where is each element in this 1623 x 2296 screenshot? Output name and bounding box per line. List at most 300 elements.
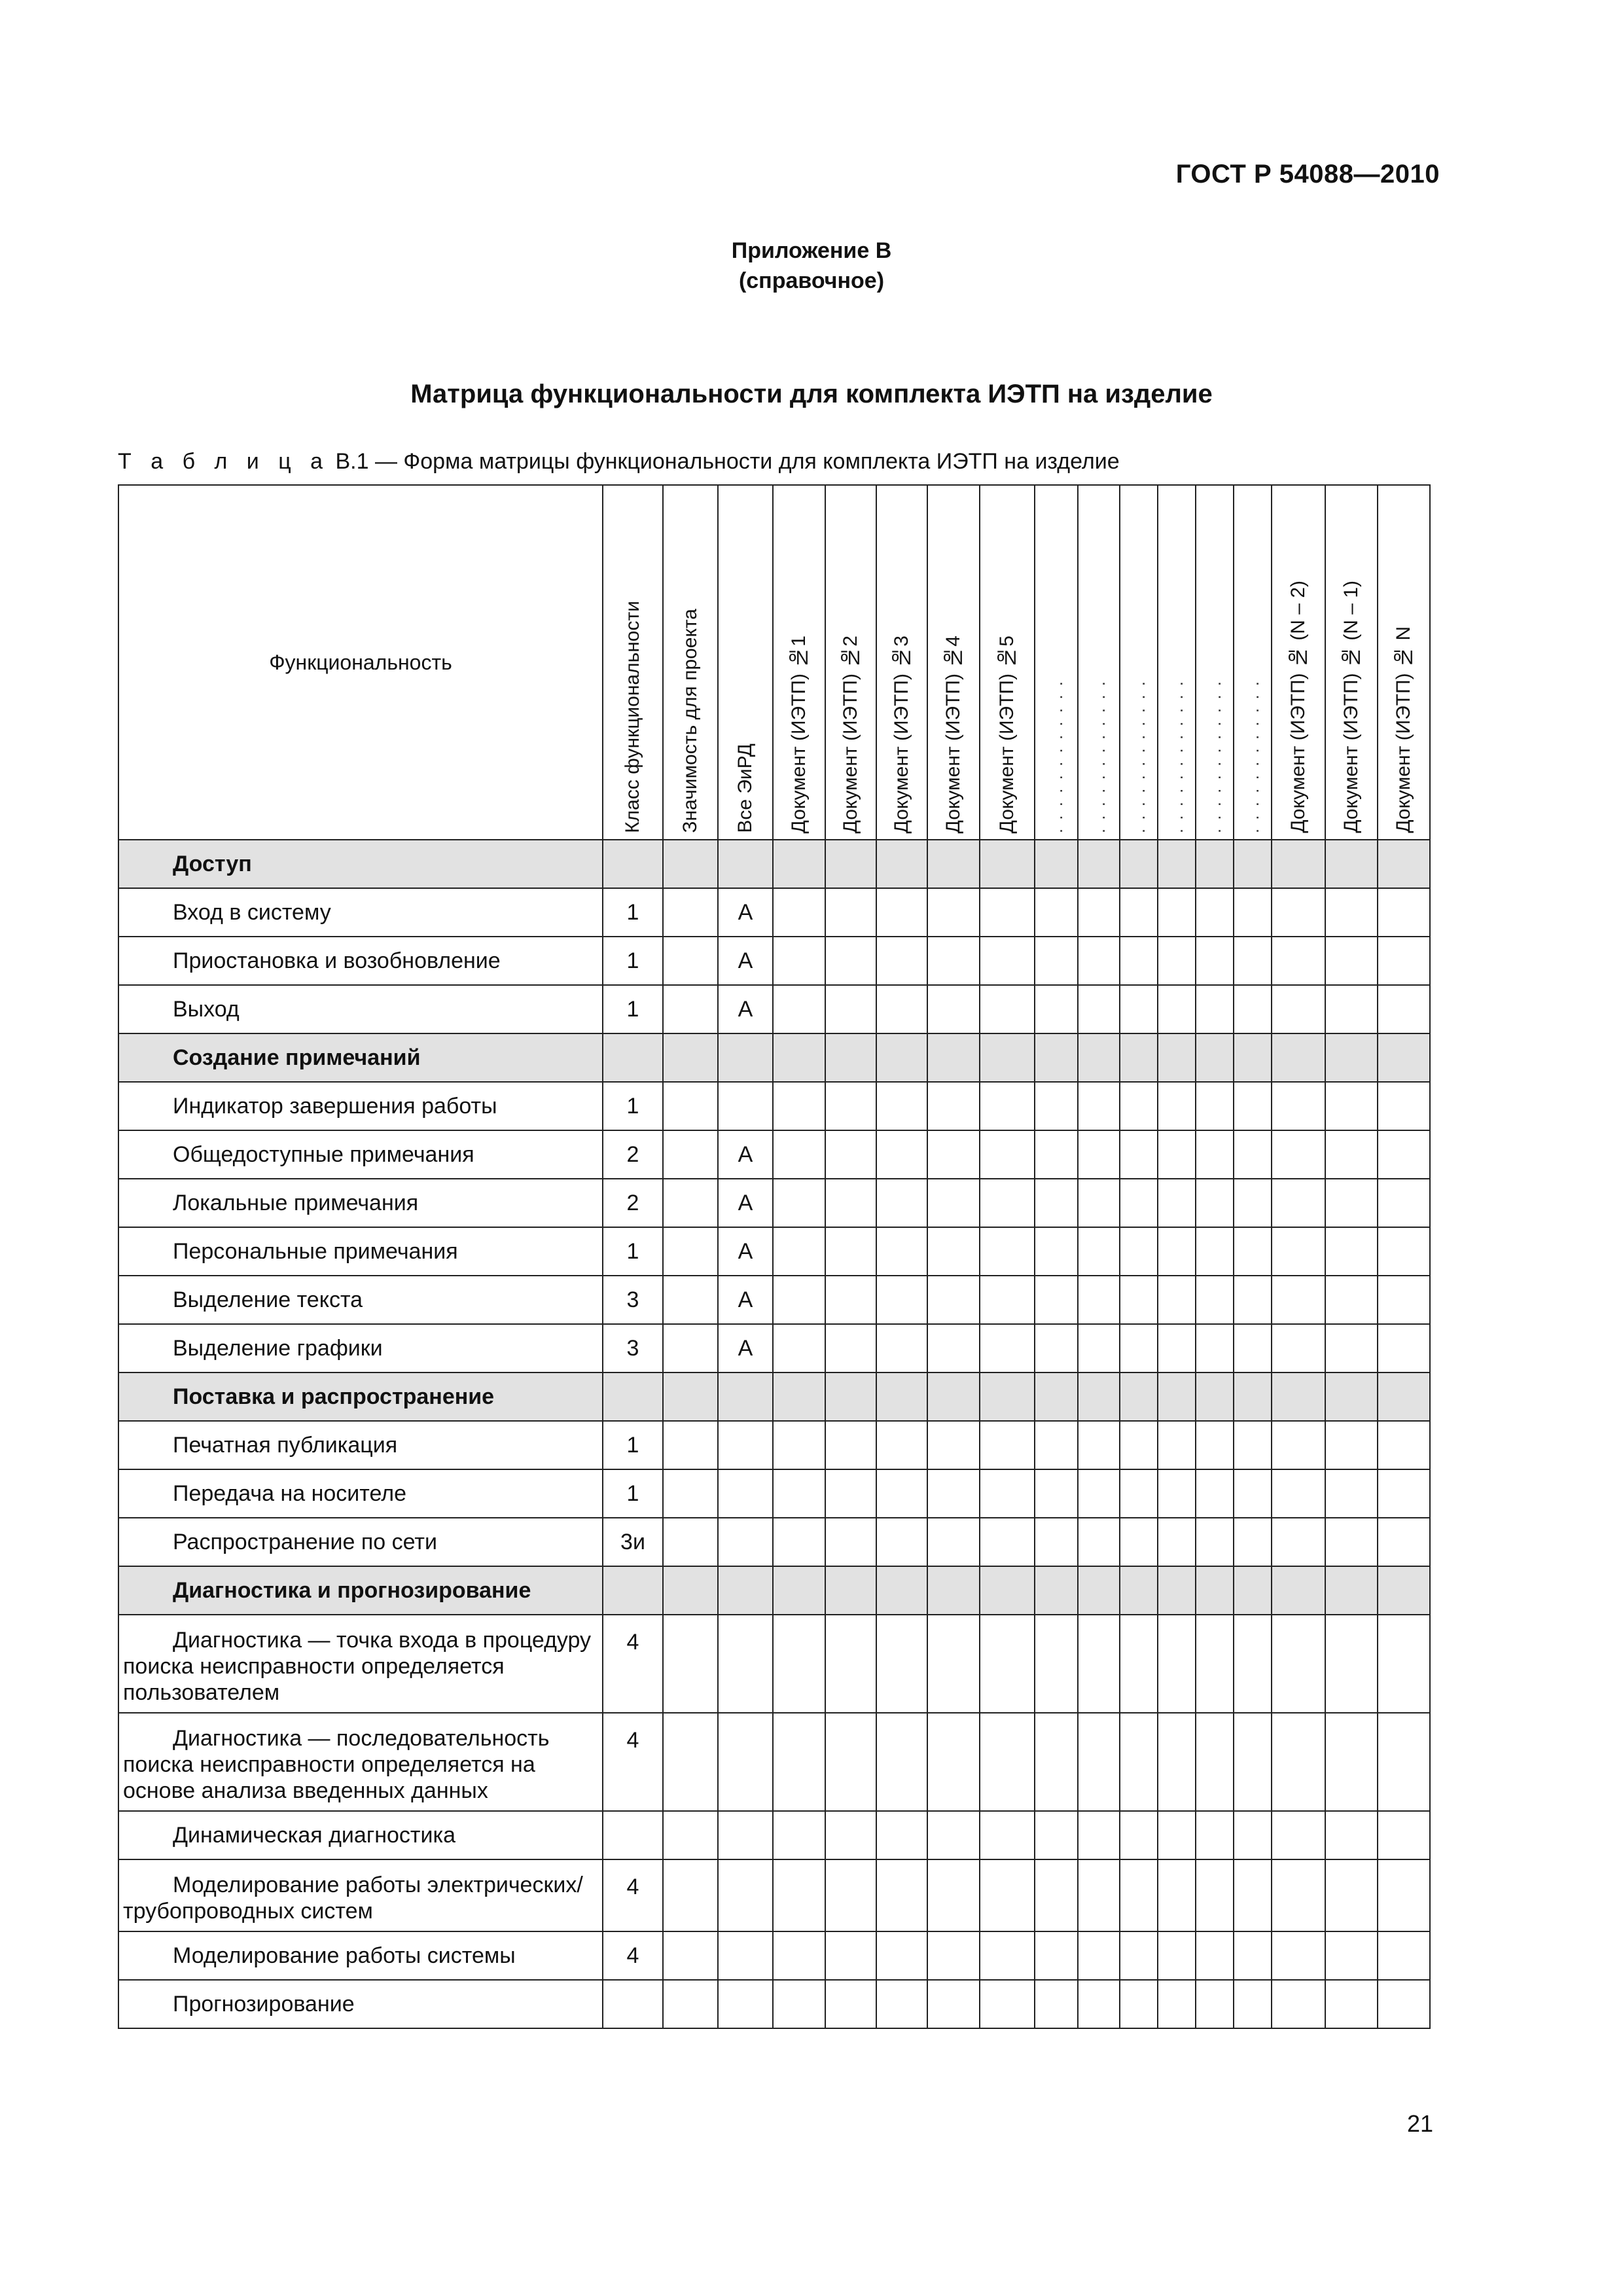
document-cell <box>1272 1713 1325 1811</box>
table-caption <box>118 449 1120 475</box>
class-cell <box>603 1811 663 1859</box>
document-cell <box>1196 1859 1234 1931</box>
header-doc5-label: Документ (ИЭТП) №5 <box>996 635 1018 833</box>
section-cell <box>1234 1372 1272 1421</box>
section-cell <box>1234 1033 1272 1082</box>
document-cell <box>1325 1469 1378 1518</box>
document-cell <box>1120 1811 1158 1859</box>
significance-cell <box>663 1931 718 1980</box>
header-doc-n1-label: Документ (ИЭТП) № (N – 1) <box>1340 581 1362 833</box>
document-cell <box>1378 1179 1430 1227</box>
section-cell <box>1078 1372 1120 1421</box>
document-cell <box>927 1227 980 1276</box>
functionality-label: Диагностика — последовательность поиска неисправности определяется на основе анализа введенных данных <box>118 1713 603 1811</box>
header-dots-3-label: . . . . . . . . . . . . <box>1128 679 1149 833</box>
document-cell <box>1158 1518 1196 1566</box>
document-cell <box>1196 1421 1234 1469</box>
document-cell <box>1035 888 1078 937</box>
header-doc3 <box>876 485 927 840</box>
document-cell <box>1325 1859 1378 1931</box>
all-eird-cell <box>718 1469 773 1518</box>
document-cell <box>876 1179 927 1227</box>
functionality-label: Динамическая диагностика <box>118 1811 603 1859</box>
section-cell <box>1158 840 1196 888</box>
document-cell <box>1120 1324 1158 1372</box>
document-cell <box>927 937 980 985</box>
section-cell <box>927 1033 980 1082</box>
document-cell <box>927 1615 980 1713</box>
document-cell <box>1078 1421 1120 1469</box>
document-cell <box>876 1276 927 1324</box>
document-cell <box>773 1082 825 1130</box>
section-cell <box>876 1566 927 1615</box>
functionality-label: Моделирование работы электрических/трубопроводных систем <box>118 1859 603 1931</box>
document-cell <box>1196 1227 1234 1276</box>
header-functionality: Функциональность <box>118 485 603 840</box>
document-cell <box>1035 1518 1078 1566</box>
header-class-label: Класс функциональности <box>622 601 643 833</box>
document-cell <box>1378 1082 1430 1130</box>
appendix-note: (справочное) <box>738 268 885 293</box>
class-cell: 1 <box>603 937 663 985</box>
document-cell <box>927 1518 980 1566</box>
section-cell <box>603 1372 663 1421</box>
header-doc1 <box>773 485 825 840</box>
functionality-label: Диагностика — точка входа в процедуру поиска неисправности определяется пользователем <box>118 1615 603 1713</box>
document-cell <box>1158 1276 1196 1324</box>
document-cell <box>1234 1518 1272 1566</box>
document-cell <box>1035 1615 1078 1713</box>
document-cell <box>1120 1421 1158 1469</box>
class-cell: 2 <box>603 1130 663 1179</box>
significance-cell <box>663 1276 718 1324</box>
document-cell <box>1378 1324 1430 1372</box>
document-cell <box>773 888 825 937</box>
document-cell <box>773 1811 825 1859</box>
document-cell <box>1196 1713 1234 1811</box>
document-cell <box>876 1811 927 1859</box>
document-cell <box>1035 1931 1078 1980</box>
document-cell <box>1325 1324 1378 1372</box>
document-cell <box>1158 1931 1196 1980</box>
functionality-label: Моделирование работы системы <box>118 1931 603 1980</box>
document-cell <box>1378 985 1430 1033</box>
table-row <box>118 985 1430 1033</box>
document-cell <box>927 985 980 1033</box>
document-cell <box>1272 1980 1325 2028</box>
document-cell <box>1158 888 1196 937</box>
document-cell <box>1196 1179 1234 1227</box>
document-cell <box>876 1931 927 1980</box>
document-cell <box>825 937 876 985</box>
table-row <box>118 1082 1430 1130</box>
document-cell <box>1196 1980 1234 2028</box>
document-cell <box>1158 1859 1196 1931</box>
document-cell <box>1234 1859 1272 1931</box>
document-cell <box>1272 1179 1325 1227</box>
header-doc3-label: Документ (ИЭТП) №3 <box>891 635 912 833</box>
document-cell <box>876 1227 927 1276</box>
document-cell <box>1120 1518 1158 1566</box>
document-cell <box>1378 937 1430 985</box>
document-cell <box>1158 937 1196 985</box>
section-cell <box>1234 1566 1272 1615</box>
table-row <box>118 1713 1430 1811</box>
header-dots-4 <box>1158 485 1196 840</box>
document-cell <box>773 1469 825 1518</box>
document-cell <box>1120 1082 1158 1130</box>
document-cell <box>1234 1931 1272 1980</box>
section-cell <box>1325 1372 1378 1421</box>
all-eird-cell: А <box>718 1179 773 1227</box>
document-cell <box>1378 1931 1430 1980</box>
section-cell <box>1234 840 1272 888</box>
functionality-label: Выход <box>118 985 603 1033</box>
document-cell <box>1120 1276 1158 1324</box>
significance-cell <box>663 1421 718 1469</box>
section-cell <box>927 1372 980 1421</box>
section-cell <box>1035 1566 1078 1615</box>
document-cell <box>1234 1227 1272 1276</box>
all-eird-cell: А <box>718 1324 773 1372</box>
document-cell <box>876 1713 927 1811</box>
document-cell <box>1378 1713 1430 1811</box>
document-cell <box>1272 888 1325 937</box>
document-cell <box>773 1276 825 1324</box>
document-cell <box>927 1469 980 1518</box>
significance-cell <box>663 1130 718 1179</box>
document-cell <box>773 1859 825 1931</box>
document-cell <box>1078 1811 1120 1859</box>
header-doc-n2 <box>1272 485 1325 840</box>
all-eird-cell <box>718 1713 773 1811</box>
functionality-matrix-table <box>118 484 1431 2029</box>
document-cell <box>1035 1130 1078 1179</box>
all-eird-cell: А <box>718 888 773 937</box>
section-cell <box>1378 1566 1430 1615</box>
document-cell <box>1196 1276 1234 1324</box>
table-row <box>118 1931 1430 1980</box>
table-row <box>118 1227 1430 1276</box>
significance-cell <box>663 1615 718 1713</box>
document-cell <box>1234 1179 1272 1227</box>
document-cell <box>1035 985 1078 1033</box>
document-cell <box>927 1082 980 1130</box>
section-cell <box>1325 1566 1378 1615</box>
header-dots-1 <box>1035 485 1078 840</box>
significance-cell <box>663 1227 718 1276</box>
document-cell <box>1234 1980 1272 2028</box>
document-cell <box>1120 1859 1158 1931</box>
header-dots-6-label: . . . . . . . . . . . . <box>1242 679 1262 833</box>
class-cell: 4 <box>603 1713 663 1811</box>
document-cell <box>1158 1179 1196 1227</box>
document-cell <box>1234 1130 1272 1179</box>
document-cell <box>876 985 927 1033</box>
document-cell <box>876 1421 927 1469</box>
document-cell <box>1272 937 1325 985</box>
section-cell <box>1035 1033 1078 1082</box>
section-cell <box>1325 1033 1378 1082</box>
document-cell <box>1120 1713 1158 1811</box>
document-cell <box>1234 1421 1272 1469</box>
header-doc4-label: Документ (ИЭТП) №4 <box>942 635 964 833</box>
document-cell <box>1272 1276 1325 1324</box>
document-cell <box>927 1276 980 1324</box>
section-cell <box>927 840 980 888</box>
document-cell <box>876 1615 927 1713</box>
document-cell <box>1196 1811 1234 1859</box>
table-caption-prefix: Т а б л и ц а <box>118 449 330 474</box>
table-row <box>118 1859 1430 1931</box>
section-cell <box>1158 1566 1196 1615</box>
document-cell <box>980 1713 1035 1811</box>
section-label: Создание примечаний <box>118 1033 603 1082</box>
header-class <box>603 485 663 840</box>
document-cell <box>876 1859 927 1931</box>
document-cell <box>825 1859 876 1931</box>
document-cell <box>1035 1811 1078 1859</box>
table-row <box>118 1811 1430 1859</box>
section-cell <box>825 840 876 888</box>
document-cell <box>980 1227 1035 1276</box>
class-cell: 1 <box>603 1421 663 1469</box>
document-cell <box>1272 1931 1325 1980</box>
header-doc1-label: Документ (ИЭТП) №1 <box>788 635 810 833</box>
document-cell <box>825 1324 876 1372</box>
page-title: Матрица функциональности для комплекта ИЭТП на изделие <box>410 380 1213 408</box>
document-cell <box>1378 1130 1430 1179</box>
section-cell <box>1078 1033 1120 1082</box>
document-cell <box>1120 1980 1158 2028</box>
section-row <box>118 1372 1430 1421</box>
document-cell <box>773 1130 825 1179</box>
document-cell <box>876 1130 927 1179</box>
document-cell <box>825 1713 876 1811</box>
section-cell <box>1035 1372 1078 1421</box>
section-cell <box>603 1033 663 1082</box>
document-cell <box>876 888 927 937</box>
significance-cell <box>663 1469 718 1518</box>
document-cell <box>876 1082 927 1130</box>
section-cell <box>718 1566 773 1615</box>
functionality-label: Печатная публикация <box>118 1421 603 1469</box>
significance-cell <box>663 1859 718 1931</box>
section-label: Доступ <box>118 840 603 888</box>
significance-cell <box>663 1179 718 1227</box>
all-eird-cell: А <box>718 1130 773 1179</box>
document-cell <box>1272 1324 1325 1372</box>
document-cell <box>1078 985 1120 1033</box>
document-cell <box>1234 888 1272 937</box>
header-doc4 <box>927 485 980 840</box>
functionality-label: Персональные примечания <box>118 1227 603 1276</box>
document-cell <box>1158 1130 1196 1179</box>
section-cell <box>1158 1372 1196 1421</box>
document-cell <box>1234 1615 1272 1713</box>
document-cell <box>1078 1324 1120 1372</box>
document-cell <box>1158 985 1196 1033</box>
document-cell <box>1158 1469 1196 1518</box>
document-cell <box>825 1931 876 1980</box>
section-cell <box>718 840 773 888</box>
document-cell <box>1158 1713 1196 1811</box>
document-cell <box>1234 1811 1272 1859</box>
document-cell <box>1234 985 1272 1033</box>
document-cell <box>1196 1469 1234 1518</box>
document-cell <box>1196 985 1234 1033</box>
document-cell <box>1196 888 1234 937</box>
section-cell <box>1272 1033 1325 1082</box>
document-cell <box>980 1082 1035 1130</box>
table-body <box>118 840 1430 2028</box>
significance-cell <box>663 937 718 985</box>
section-cell <box>1272 840 1325 888</box>
document-cell <box>1158 1615 1196 1713</box>
document-cell <box>1120 985 1158 1033</box>
document-cell <box>1272 1859 1325 1931</box>
all-eird-cell: А <box>718 1276 773 1324</box>
document-cell <box>980 1859 1035 1931</box>
header-all-eird-label: Все ЭиРД <box>734 744 756 833</box>
document-cell <box>1078 1469 1120 1518</box>
header-dots-5-label: . . . . . . . . . . . . <box>1204 679 1224 833</box>
document-cell <box>1378 1421 1430 1469</box>
document-cell <box>980 1811 1035 1859</box>
section-cell <box>876 1372 927 1421</box>
document-cell <box>876 1469 927 1518</box>
section-cell <box>1196 1566 1234 1615</box>
header-dots-3 <box>1120 485 1158 840</box>
document-cell <box>927 1931 980 1980</box>
header-dots-6 <box>1234 485 1272 840</box>
document-cell <box>825 1130 876 1179</box>
document-cell <box>1120 937 1158 985</box>
document-cell <box>1325 1421 1378 1469</box>
document-cell <box>825 1227 876 1276</box>
significance-cell <box>663 1324 718 1372</box>
document-cell <box>1120 1615 1158 1713</box>
section-cell <box>603 1566 663 1615</box>
section-cell <box>1196 840 1234 888</box>
table-row <box>118 1324 1430 1372</box>
document-cell <box>1325 937 1378 985</box>
class-cell: 4 <box>603 1931 663 1980</box>
document-cell <box>825 1811 876 1859</box>
document-cell <box>1196 1324 1234 1372</box>
section-cell <box>1120 1033 1158 1082</box>
document-cell <box>1120 1931 1158 1980</box>
functionality-label: Выделение графики <box>118 1324 603 1372</box>
section-row <box>118 1033 1430 1082</box>
section-cell <box>876 1033 927 1082</box>
header-dots-2 <box>1078 485 1120 840</box>
document-cell <box>1035 1324 1078 1372</box>
functionality-label: Прогнозирование <box>118 1980 603 2028</box>
header-all-eird <box>718 485 773 840</box>
document-cell <box>1272 1615 1325 1713</box>
document-cell <box>980 1931 1035 1980</box>
document-cell <box>1234 1082 1272 1130</box>
header-significance-label: Значимость для проекта <box>679 609 701 833</box>
table-header-row <box>118 485 1430 840</box>
document-cell <box>1196 1931 1234 1980</box>
all-eird-cell <box>718 1859 773 1931</box>
header-doc-n2-label: Документ (ИЭТП) № (N – 2) <box>1287 581 1309 833</box>
section-cell <box>1035 840 1078 888</box>
document-cell <box>927 1713 980 1811</box>
functionality-label: Индикатор завершения работы <box>118 1082 603 1130</box>
section-cell <box>1120 840 1158 888</box>
document-cell <box>1078 1276 1120 1324</box>
header-dots-5 <box>1196 485 1234 840</box>
class-cell: 1 <box>603 888 663 937</box>
class-cell: 2 <box>603 1179 663 1227</box>
document-cell <box>1078 1130 1120 1179</box>
document-cell <box>1272 1469 1325 1518</box>
document-cell <box>1378 1980 1430 2028</box>
table-row <box>118 1421 1430 1469</box>
section-cell <box>1078 1566 1120 1615</box>
document-cell <box>980 937 1035 985</box>
table-row <box>118 1276 1430 1324</box>
functionality-label: Передача на носителе <box>118 1469 603 1518</box>
table-row <box>118 1179 1430 1227</box>
section-cell <box>1378 1033 1430 1082</box>
table-row <box>118 1518 1430 1566</box>
document-cell <box>773 937 825 985</box>
document-cell <box>927 1130 980 1179</box>
document-cell <box>1158 1324 1196 1372</box>
header-significance <box>663 485 718 840</box>
document-cell <box>876 1324 927 1372</box>
document-cell <box>927 1980 980 2028</box>
document-cell <box>980 1324 1035 1372</box>
document-cell <box>1035 1082 1078 1130</box>
document-cell <box>1378 1518 1430 1566</box>
document-cell <box>1078 1713 1120 1811</box>
document-cell <box>980 985 1035 1033</box>
document-cell <box>1325 1931 1378 1980</box>
section-label: Поставка и распространение <box>118 1372 603 1421</box>
section-cell <box>773 1566 825 1615</box>
document-cell <box>1378 1227 1430 1276</box>
table-row <box>118 1980 1430 2028</box>
document-cell <box>773 1980 825 2028</box>
section-cell <box>980 840 1035 888</box>
functionality-label: Выделение текста <box>118 1276 603 1324</box>
document-cell <box>876 937 927 985</box>
document-cell <box>1158 1082 1196 1130</box>
functionality-label: Вход в систему <box>118 888 603 937</box>
document-cell <box>773 1931 825 1980</box>
document-cell <box>1078 1859 1120 1931</box>
document-cell <box>1378 1469 1430 1518</box>
section-cell <box>718 1033 773 1082</box>
document-cell <box>1196 1615 1234 1713</box>
document-cell <box>773 1421 825 1469</box>
document-cell <box>1325 1980 1378 2028</box>
document-cell <box>1378 1859 1430 1931</box>
document-cell <box>1035 1227 1078 1276</box>
section-label: Диагностика и прогнозирование <box>118 1566 603 1615</box>
document-cell <box>1120 1227 1158 1276</box>
document-cell <box>1325 1811 1378 1859</box>
class-cell: 1 <box>603 1469 663 1518</box>
document-cell <box>1234 1713 1272 1811</box>
section-cell <box>603 840 663 888</box>
all-eird-cell <box>718 1811 773 1859</box>
